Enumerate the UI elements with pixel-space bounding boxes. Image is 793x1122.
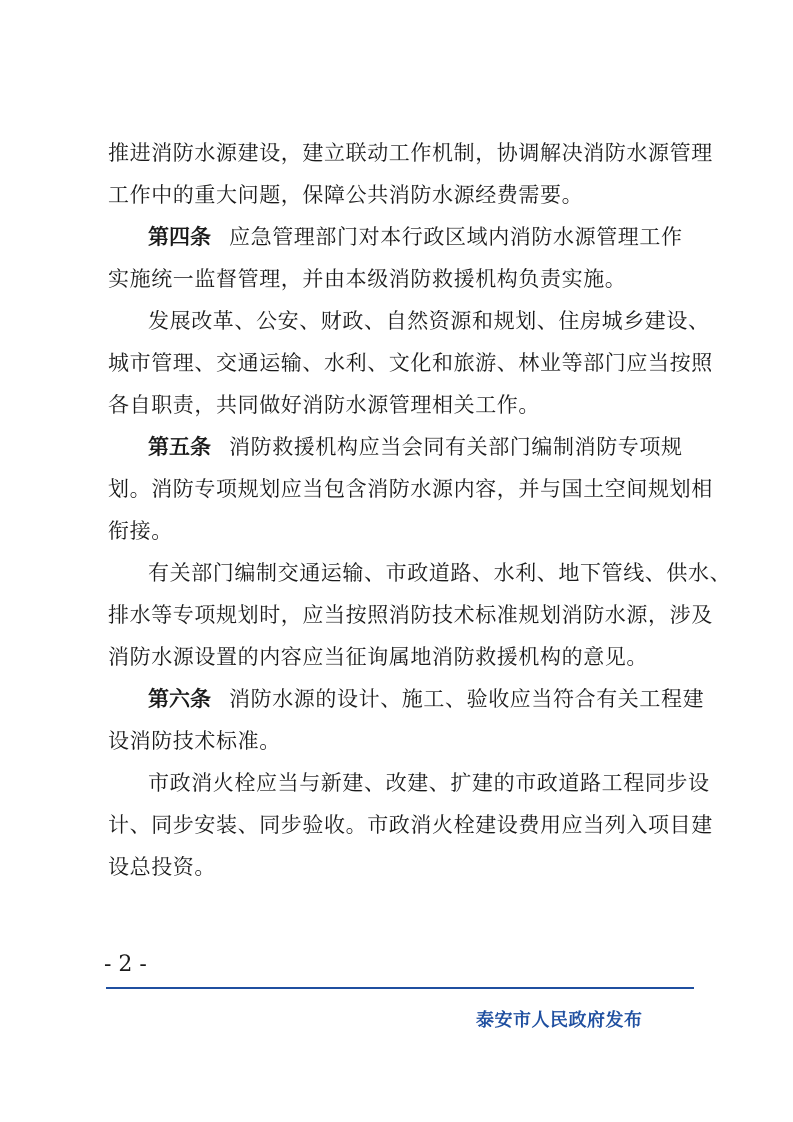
text-line: 设消防技术标准。	[108, 729, 281, 753]
text-line: 各自职责，共同做好消防水源管理相关工作。	[108, 393, 540, 417]
text-line: 计、同步安装、同步验收。市政消火栓建设费用应当列入项目建	[108, 813, 713, 837]
text-line: 划。消防专项规划应当包含消防水源内容，并与国土空间规划相	[108, 477, 713, 501]
text-line: 市政消火栓应当与新建、改建、扩建的市政道路工程同步设	[148, 771, 710, 795]
article-4-paragraph	[108, 216, 694, 258]
article-5-heading: 第五条	[148, 435, 211, 459]
text-line: 工作中的重大问题，保障公共消防水源经费需要。	[108, 183, 584, 207]
text-line: 消防救援机构应当会同有关部门编制消防专项规	[229, 435, 683, 459]
text-line: 城市管理、交通运输、水利、文化和旅游、林业等部门应当按照	[108, 351, 713, 375]
text-line: 消防水源设置的内容应当征询属地消防救援机构的意见。	[108, 645, 648, 669]
text-line: 设总投资。	[108, 855, 216, 879]
publisher-label: 泰安市人民政府发布	[476, 1010, 643, 1031]
text-line: 消防水源的设计、施工、验收应当符合有关工程建	[229, 687, 705, 711]
article-5-paragraph	[108, 426, 694, 468]
text-line: 实施统一监督管理，并由本级消防救援机构负责实施。	[108, 267, 627, 291]
text-line: 排水等专项规划时，应当按照消防技术标准规划消防水源，涉及	[108, 603, 713, 627]
text-line: 发展改革、公安、财政、自然资源和规划、住房城乡建设、	[148, 309, 710, 333]
text-line: 推进消防水源建设，建立联动工作机制，协调解决消防水源管理	[108, 141, 713, 165]
article-6-paragraph	[108, 678, 705, 720]
text-line: 有关部门编制交通运输、市政道路、水利、地下管线、供水、	[148, 561, 732, 585]
article-4-heading: 第四条	[148, 225, 211, 249]
article-6-heading: 第六条	[148, 687, 211, 711]
text-line: 衔接。	[108, 519, 173, 543]
footer-divider	[106, 987, 694, 989]
text-line: 应急管理部门对本行政区域内消防水源管理工作	[229, 225, 683, 249]
page-number: - 2 -	[104, 952, 147, 977]
